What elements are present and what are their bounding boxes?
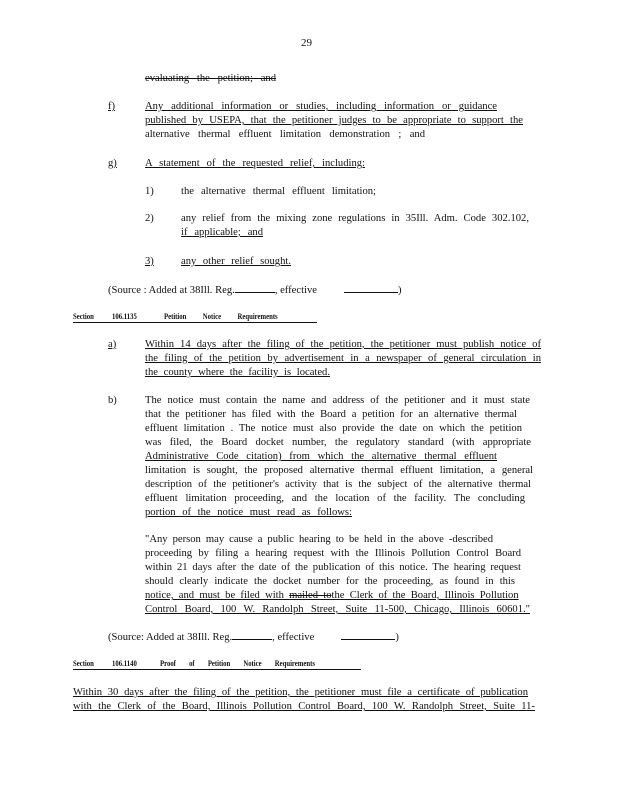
sec1135-a-line-1: Within 14 days after the filing of the petition, the petitioner must publish notice of [145, 339, 541, 350]
sec1135-b-line-9: portion of the notice must read as follows: [145, 507, 352, 518]
page-number: 29 [301, 37, 312, 49]
source-note-1 [108, 282, 402, 298]
source-1-blank-reg [235, 282, 275, 293]
sec1140-line-1: Within 30 days after the filing of the petition, the petitioner must file a certificate of publication [73, 687, 528, 698]
source-2-blank-reg [232, 629, 272, 640]
item-g-text: A statement of the requested relief, including: [145, 158, 365, 169]
source-1-effective: , effective [274, 285, 317, 296]
item-g-label: g) [108, 158, 117, 169]
item-f-line-3: alternative thermal effluent limitation demonstration ; and [145, 129, 425, 140]
section-1135-title: Petition Notice Requirements [164, 312, 278, 321]
item-g2-line-2: if applicable; and [181, 227, 263, 238]
struck-text-evaluating: evaluating the petition; and [145, 73, 276, 84]
item-f-label: f) [108, 101, 116, 112]
source-1-prefix: (Source : Added at 38Ill. Reg. [108, 285, 235, 296]
source-2-suffix: ) [395, 632, 399, 643]
item-g1-text: the alternative thermal effluent limitation; [181, 186, 376, 197]
item-f-line-1: Any additional information or studies, including information or guidance [145, 101, 497, 112]
notice-quote-l5-start: notice, and must be filed with [145, 590, 290, 601]
notice-quote-line-3: within 21 days after the date of the publication of this notice. The hearing request [145, 562, 521, 573]
source-2-blank-date [341, 629, 395, 640]
source-note-2 [108, 629, 399, 645]
notice-quote-line-6: Control Board, 100 W. Randolph Street, Suite 11-500, Chicago, Illinois 60601." [145, 604, 530, 615]
sec1140-line-2: with the Clerk of the Board, Illinois Pollution Control Board, 100 W. Randolph Street, Suite 11- [73, 701, 535, 712]
source-1-blank-date [344, 282, 398, 293]
section-1140-underline [73, 669, 361, 670]
item-g1-label: 1) [145, 186, 154, 197]
source-2-effective: , effective [272, 632, 315, 643]
section-1140-title: Proof of Petition Notice Requirements [160, 659, 315, 668]
notice-quote-line-2: proceeding by filing a hearing request with the Illinois Pollution Control Board [145, 548, 521, 559]
sec1135-b-line-2: that the petitioner has filed with the Board a petition for an alternative thermal [145, 409, 517, 420]
section-1135-underline [73, 322, 317, 323]
item-g3-text: any other relief sought. [181, 256, 291, 267]
section-1140-label: Section [73, 659, 94, 668]
section-1135-number: 106.1135 [112, 312, 137, 321]
notice-quote-l5-end: the Clerk of the Board, Illinois Pollution [331, 590, 519, 601]
source-2-prefix: (Source: Added at 38Ill. Reg. [108, 632, 233, 643]
sec1135-b-line-4: was filed, the Board docket number, the regulatory standard (with appropriate [145, 437, 531, 448]
sec1135-a-label: a) [108, 339, 117, 350]
notice-quote-line-1: "Any person may cause a public hearing to be held in the above -described [145, 534, 493, 545]
item-g2-line-1: any relief from the mixing zone regulations in 35Ill. Adm. Code 302.102, [181, 213, 529, 224]
sec1135-a-line-3: the county where the facility is located. [145, 367, 330, 378]
sec1135-a-line-2: the filing of the petition by advertisement in a newspaper of general circulation in [145, 353, 541, 364]
item-g2-label: 2) [145, 213, 154, 224]
notice-quote-line-5 [145, 589, 521, 603]
section-1140-number: 106.1140 [112, 659, 137, 668]
sec1135-b-line-7: description of the petitioner's activity that is the subject of the alternative thermal [145, 479, 531, 490]
source-1-suffix: ) [397, 285, 402, 296]
section-1135-label: Section [73, 312, 94, 321]
item-g3-label: 3) [145, 256, 154, 267]
sec1135-b-line-5: Administrative Code citation) from which the alternative thermal effluent [145, 451, 497, 462]
sec1135-b-label: b) [108, 395, 117, 406]
notice-quote-struck-mailed-to: mailed to [289, 590, 332, 601]
item-f-line-2: published by USEPA, that the petitioner judges to be appropriate to support the [145, 115, 523, 126]
notice-quote-line-4: should clearly indicate the docket number for the proceeding, as found in this [145, 576, 515, 587]
sec1135-b-line-8: effluent limitation proceeding, and the location of the facility. The concluding [145, 493, 525, 504]
sec1135-b-line-1: The notice must contain the name and address of the petitioner and it must state [145, 395, 530, 406]
sec1135-b-line-3: effluent limitation . The notice must also provide the date on which the petition [145, 423, 522, 434]
sec1135-b-line-6: limitation is sought, the proposed alternative thermal effluent limitation, a general [145, 465, 533, 476]
